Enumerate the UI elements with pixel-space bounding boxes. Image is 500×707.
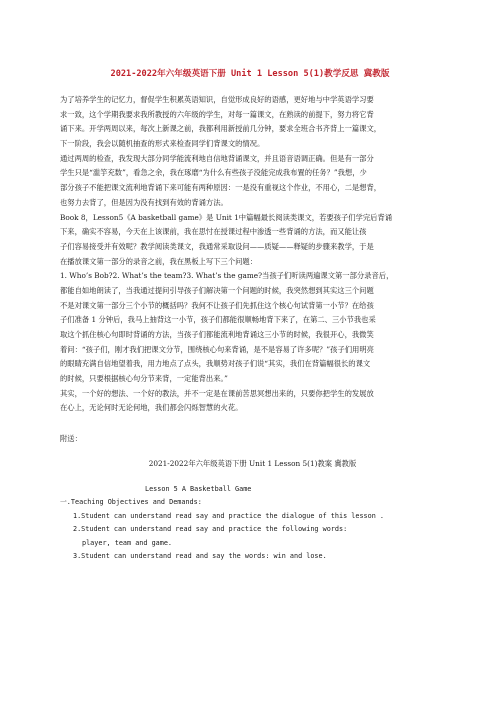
section-heading: 一.Teaching Objectives and Demands: xyxy=(60,498,202,507)
text-line: 部分孩子不能把课文流利地背诵下来可能有两种原因：一是没有重视这个作业，不用心，二是想背， xyxy=(60,183,382,193)
text-line: 下一阶段，我会以随机抽查的形式来检查同学们背课文的情况。 xyxy=(60,139,265,149)
document-title: 2021-2022年六年级英语下册 Unit 1 Lesson 5(1)教学反思 冀教版 xyxy=(110,69,390,79)
lesson-title: Lesson 5 A Basketball Game xyxy=(145,484,252,493)
text-line: 也努力去背了，但是因为没有找到有效的背诵方法。 xyxy=(60,197,228,207)
text-line: 都能自如地朗读了，当我通过提问引导孩子们解决第一个问题的时候，我突然想到其实这三个问题 xyxy=(60,285,374,295)
text-line: 下来，确实不容易，今天在上该课前，我在思忖在授课过程中渗透一些背诵的方法，而又能让孩 xyxy=(60,227,367,237)
text-line: 子们准备 1 分钟后，我马上抽背这一小节，孩子们都能很顺畅地背下来了，在第二、三小节我也采 xyxy=(60,315,376,325)
text-line: 学生只是“滥竽充数”，看急之余，我在琢磨“为什么有些孩子没能完成我布置的任务？”我想，少 xyxy=(60,168,367,178)
text-line: 通过两周的检查，我发现大部分同学能流利地自信地背诵课文，并且语音语调正确。但是有一部分 xyxy=(60,153,374,163)
text-line: 在播放课文第一部分的录音之前，我在黑板上写下三个问题： xyxy=(60,256,258,266)
text-line: 着问：“孩子们，刚才我们把课文分节，围绕核心句来背诵，是不是容易了许多呢？”孩子们用明亮 xyxy=(60,344,374,354)
objective-word-list: player, team and game. xyxy=(82,538,173,547)
objective-item: 1.Student can understand read say and practice the dialogue of this lesson . xyxy=(73,511,384,520)
text-line: 诵下来。开学两周以来，每次上新课之前，我都利用新授前几分钟，要求全班合书齐背上一篇课文， xyxy=(60,124,382,134)
text-line: 为了培养学生的记忆力，督促学生积累英语知识，自觉形成良好的语感，更好地与中学英语学习要 xyxy=(60,95,374,104)
spacer xyxy=(60,416,445,430)
objective-item: 3.Student can understand read and say the words: win and lose. xyxy=(73,552,327,561)
text-line: 1. Who’s Bob?2. What’s the team?3. What’s the game?当孩子们听读两遍课文第一部分录音后， xyxy=(60,271,394,281)
text-line: 在心上，无论何时无论何地，我们都会闪烁智慧的火花。 xyxy=(60,403,243,413)
text-line: 不是对课文第一部分三个小节的概括吗？我何不让孩子们先抓住这个核心句试背第一小节？在给孩 xyxy=(60,300,374,310)
text-line: 其实，一个好的想法、一个好的教法，并不一定是在课前苦思冥想出来的，只要你把学生的发展放 xyxy=(60,388,374,398)
lesson-plan-title: 2021-2022年六年级英语下册 Unit 1 Lesson 5(1)教案 冀教版 xyxy=(148,458,357,468)
document-body xyxy=(60,93,445,564)
objective-item: 2.Student can understand read say and practice the following words: xyxy=(73,525,348,534)
text-line: 的时候，只要根据核心句分节来背，一定能背出来。” xyxy=(60,374,228,384)
appendix-label: 附送： xyxy=(60,434,82,444)
text-line: 的眼睛充满自信地望着我，用力地点了点头，我顺势对孩子们说“其实，我们在背篇幅很长的课文 xyxy=(60,359,371,369)
text-line: 取这个抓住核心句即时背诵的方法，当孩子们都能流利地背诵这三小节的时候，我很开心，我微笑 xyxy=(60,330,374,339)
text-line: 子们容易接受并有效呢？教学阅读类课文，我通常采取设问——质疑——释疑的步骤来教学，于是 xyxy=(60,241,374,251)
reflection-text xyxy=(60,93,445,416)
text-line: 求一致，这个学期我要求我所教授的六年级的学生，对每一篇课文，在熟读的前提下，努力将它背 xyxy=(60,109,374,119)
text-line: Book 8，Lesson5《A basketball game》是 Unit 1中篇幅最长阅读类课文，若要孩子们学完后背诵 xyxy=(60,212,393,222)
